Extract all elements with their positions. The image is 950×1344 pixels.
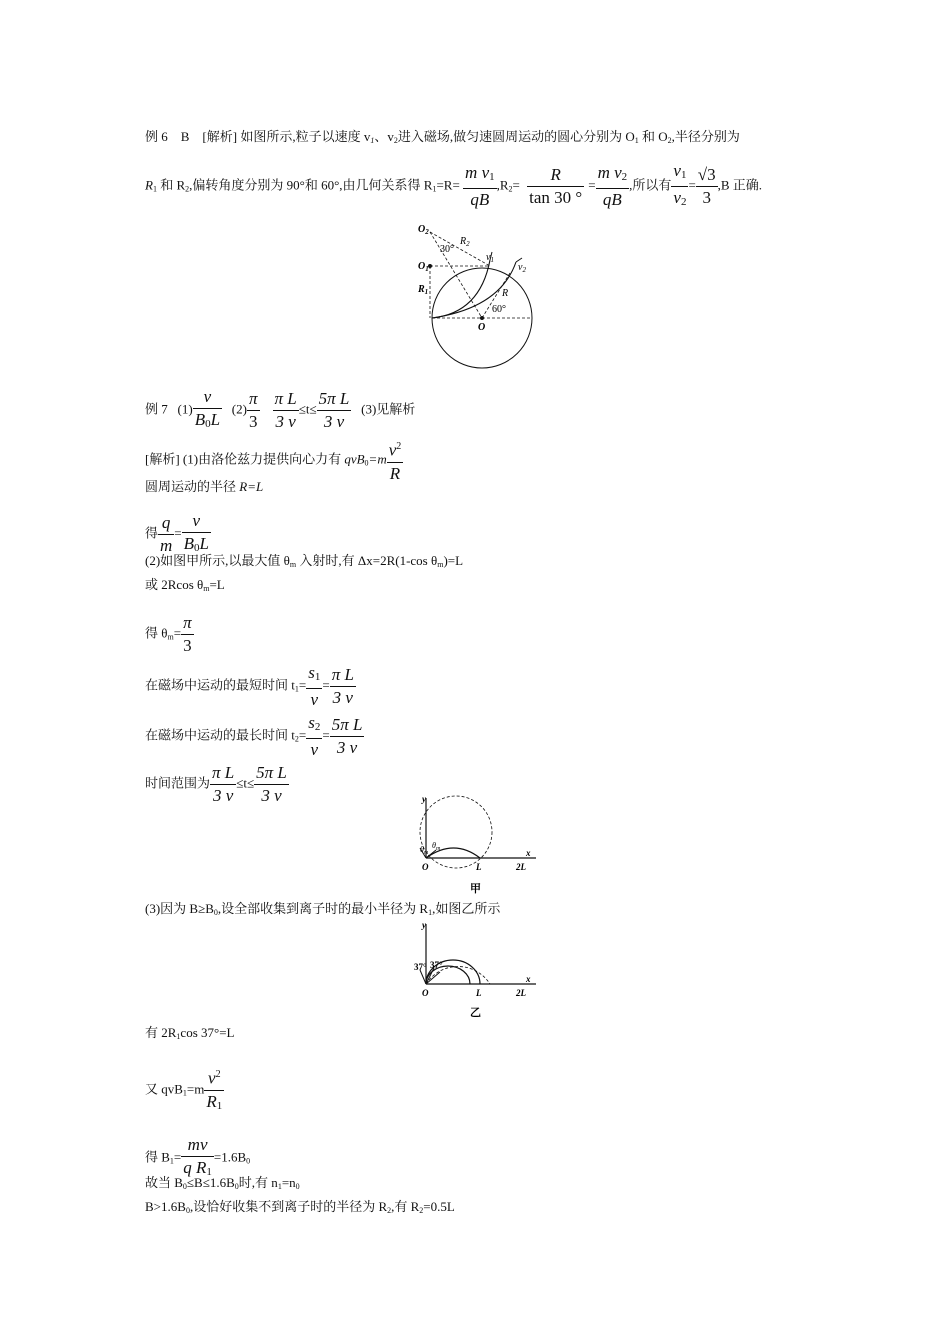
sol-line-8: 在磁场中运动的最长时间 $t_2=$ $\frac{s_2}{v}$ = $\frac{\text{5π L}}{3 v}$ — [145, 713, 363, 759]
fraction-5piL-3v: $\frac{\text{5π L}}{3 v}$ — [331, 715, 363, 757]
sol-line-10: (3)因为 $B\ge B_0$,设全部收集到离子时的最小半径为 $R_1$,如图乙所示 — [145, 901, 501, 917]
answer-1-fraction: $\frac{v}{B_0L}$ — [194, 387, 221, 430]
sol-line-5: 或 2Rcos $\theta_m=L$ — [145, 577, 225, 593]
velocity-arrow-1 — [420, 970, 426, 984]
fraction-mv2-qB: $\frac{m v_2}{qB}$ — [597, 163, 628, 209]
fraction-sqrt3-3: $\frac{√3}{3}$ — [697, 165, 716, 207]
tick-l: L — [476, 862, 482, 872]
caption-yi: 乙 — [470, 1007, 481, 1019]
label-r: R — [502, 288, 509, 299]
label-r2: $R_2$ — [460, 236, 470, 248]
axis-y-label: y — [422, 794, 426, 804]
figure-jia — [412, 794, 542, 896]
ex7-answer-line: 例 7 (1) $\frac{v}{B_0L}$ (2) $\frac{\pi}{3}$ $\frac{\text{π L}}{3 v}$ ≤t≤ $\frac{\text{5π L}}{3 v}$ (3)见解析 — [145, 386, 415, 435]
label-v2: $v_2$ — [518, 262, 526, 274]
fraction-mv-qr1: $\frac{mv}{q R_1}$ — [183, 1135, 212, 1178]
answer-3-high: $\frac{\text{5π L}}{3 v}$ — [318, 389, 350, 431]
theta-2: $\theta_m$ — [432, 841, 441, 852]
fraction-mv1-qB: $\frac{m v_1}{qB}$ — [465, 163, 495, 209]
o-dot — [480, 316, 484, 320]
angle-37-right: 37° — [430, 960, 443, 970]
range-high-fraction: $\frac{\text{5π L}}{3 v}$ — [256, 763, 287, 805]
sol-line-13: 得 $B_1=$ $\frac{mv}{q R_1}$ $=1.6B_0$ — [145, 1134, 250, 1183]
label-30deg: 30° — [440, 244, 454, 255]
sol-line-15: $B>1.6B_0$,设恰好收集不到离子时的半径为 $R_2$,有 $R_2=0.5L$ — [145, 1199, 455, 1215]
tick-l: L — [476, 988, 482, 998]
axis-x-label: x — [526, 974, 531, 984]
label-60deg: 60° — [492, 304, 506, 315]
o2-o-line — [430, 232, 482, 318]
dashed-circle — [420, 796, 492, 868]
tick-2l: 2L — [516, 988, 526, 998]
fraction-v-b0l: $\frac{v}{B_0L}$ — [183, 511, 209, 554]
axis-x-label: x — [526, 848, 531, 858]
fraction-v2-R: $\frac{v^2}{R}$ — [387, 436, 404, 485]
sol-line-14: 故当 $B_0\le B\le 1.6B_0$时,有 $n_1=n_0$ — [145, 1175, 300, 1191]
tick-2l: 2L — [516, 862, 526, 872]
fraction-s2-v: $\frac{s_2}{v}$ — [308, 713, 321, 759]
sol-line-6: 得 $\theta_m=$ $\frac{\pi}{3}$ — [145, 613, 192, 655]
sol-line-11: 有 $2R_1\cos$ 37°=L — [145, 1025, 235, 1041]
ex6-line2: $R_1$ 和 $R_2$,偏转角度分别为 90°和 60°,由几何关系得 $R_1=R=$ $\frac{m v_1}{qB}$ $,R_2=$ $\frac{R}{\tan 30 ^\circ}$ = $\frac{m v_2}{qB}$ ,所以有 $\frac{v_1}{v_2}$ = $\frac{√3}{3}$ ,B 正确. — [145, 160, 762, 213]
angle-37-left: 37° — [414, 962, 427, 972]
sol-line-9: 时间范围为 $\frac{\text{π L}}{3 v}$ ≤t≤ $\frac{\text{5π L}}{3 v}$ — [145, 763, 287, 805]
fraction-v1-v2: $\frac{v_1}{v_2}$ — [673, 161, 687, 208]
sol-line-12: 又 qvB$_1$=m $\frac{v^2}{R_1}$ — [145, 1064, 224, 1117]
fraction-piL-3v: $\frac{\text{π L}}{3 v}$ — [331, 665, 354, 707]
fraction-v2-r1: $\frac{v^2}{R_1}$ — [204, 1064, 224, 1117]
answer-2-fraction: $\frac{\pi}{3}$ — [248, 389, 258, 431]
answer-3-low: $\frac{\text{π L}}{3 v}$ — [274, 389, 297, 431]
sol-line-1: [解析] (1)由洛伦兹力提供向心力有 qvB$_0$=m $\frac{v^2}{R}$ — [145, 436, 403, 485]
ex6-figure — [410, 218, 550, 370]
origin-label: O — [422, 862, 429, 872]
fraction-R-tan30: $\frac{R}{\tan 30 ^\circ}$ — [529, 165, 583, 207]
fraction-s1-v: $\frac{s_1}{v}$ — [308, 663, 321, 709]
sol-line-2: 圆周运动的半径 R=L — [145, 479, 264, 494]
sol-line-7: 在磁场中运动的最短时间 $t_1=$ $\frac{s_1}{v}$ = $\frac{\text{π L}}{3 v}$ — [145, 663, 354, 709]
label-o2: $O_2$ — [418, 224, 429, 236]
sol-line-4: (2)如图甲所示,以最大值 $\theta_m$ 入射时,有 Δx=2R(1-cos $\theta_m)=L$ — [145, 553, 464, 569]
ex6-line1: 例 6 B [解析] 如图所示,粒子以速度 $v_1$、$v_2$进入磁场,做匀速圆周运动的圆心分别为 $O_1$ 和 $O_2$,半径分别为 — [145, 129, 740, 145]
label-v1: $v_1$ — [486, 252, 494, 264]
sol-line-3: 得 $\frac{q}{m}$ = $\frac{v}{B_0L}$ — [145, 510, 211, 559]
axis-y-label: y — [422, 920, 426, 930]
caption-jia: 甲 — [470, 883, 481, 895]
label-r1: $R_1$ — [418, 284, 429, 296]
fraction-pi-3: $\frac{\pi}{3}$ — [183, 613, 192, 655]
figure-yi — [412, 920, 542, 1024]
theta-1: $\theta_m$ — [420, 845, 429, 856]
origin-label: O — [422, 988, 429, 998]
range-low-fraction: $\frac{\text{π L}}{3 v}$ — [212, 763, 235, 805]
label-o: O — [478, 322, 486, 333]
fraction-q-m: $\frac{q}{m}$ — [160, 513, 173, 555]
label-o1: $O_1$ — [418, 261, 429, 273]
